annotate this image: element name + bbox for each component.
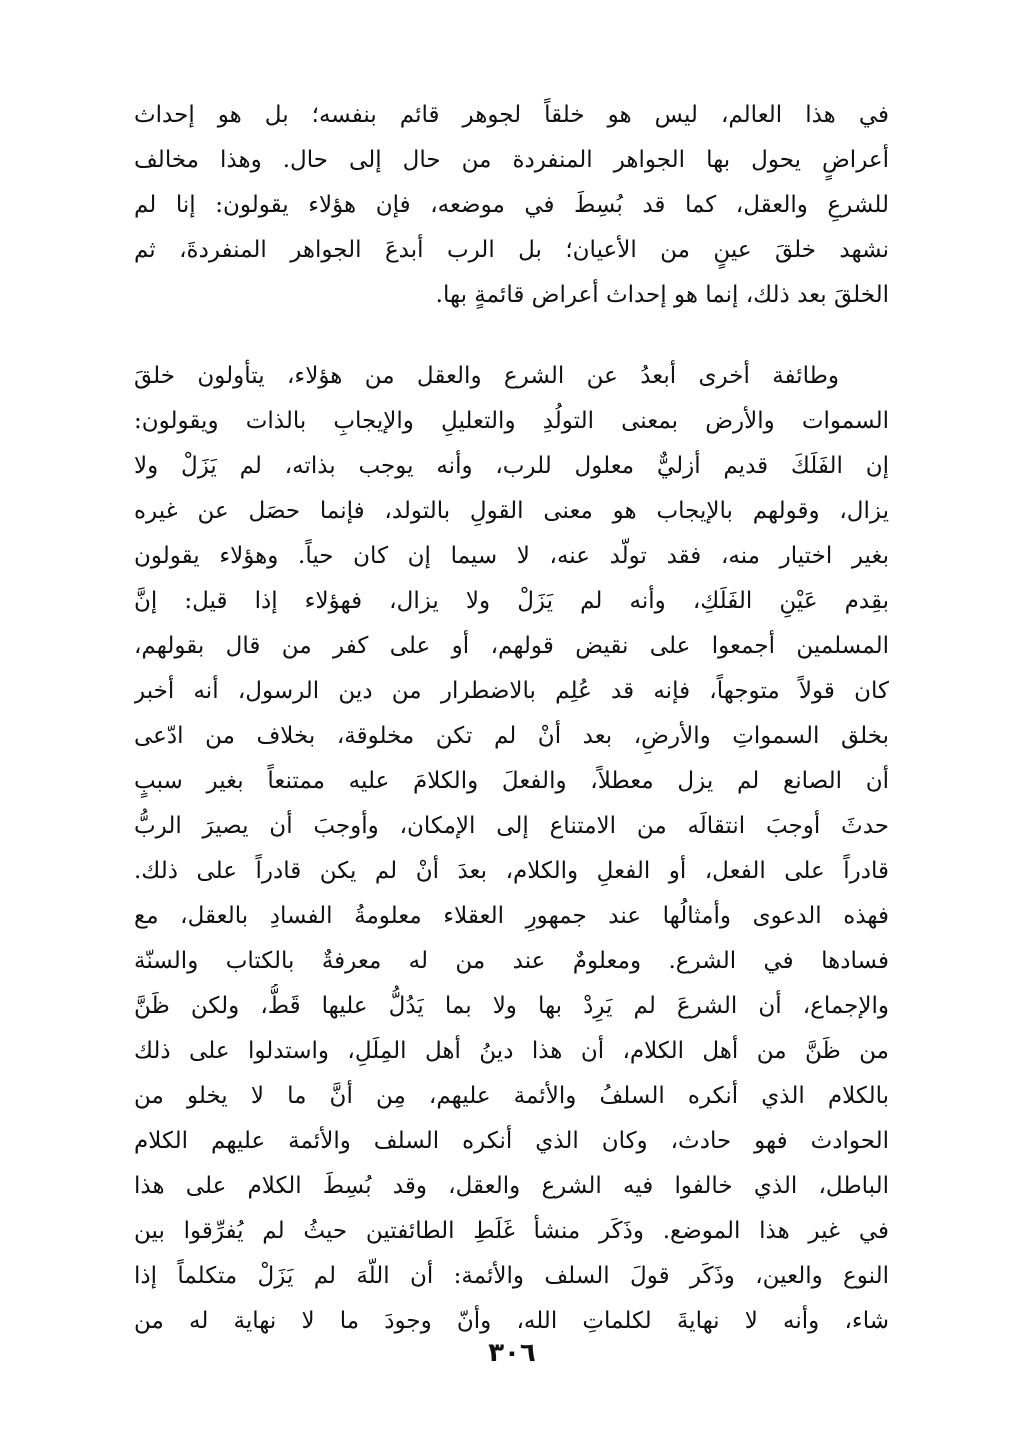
text-line: الباطل، الذي خالفوا فيه الشرع والعقل، وقد بُسِطَ الكلام على هذا bbox=[134, 1173, 889, 1199]
text-line: نشهد خلقَ عينٍ من الأعيان؛ بل الرب أبدعَ الجواهر المنفردةَ، ثم bbox=[134, 237, 889, 263]
paragraph-2 bbox=[134, 354, 889, 1344]
text-line: في هذا العالم، ليس هو خلقاً لجوهر قائم بنفسه؛ بل هو إحداث bbox=[134, 102, 889, 128]
text-line: يزال، وقولهم بالإيجاب هو معنى القولِ بالتولد، فإنما حصَل عن غيره bbox=[134, 498, 889, 524]
paragraph-1 bbox=[134, 93, 889, 318]
text-line: قادراً على الفعل، أو الفعلِ والكلام، بعدَ أنْ لم يكن قادراً على ذلك. bbox=[134, 858, 889, 884]
text-line: الخلقَ بعد ذلك، إنما هو إحداث أعراض قائمةٍ بها. bbox=[435, 282, 889, 308]
text-line: فهذه الدعوى وأمثالُها عند جمهورِ العقلاء معلومةُ الفسادِ بالعقل، مع bbox=[134, 903, 889, 929]
text-line: السموات والأرض بمعنى التولُدِ والتعليلِ والإيجابِ بالذات ويقولون: bbox=[134, 408, 889, 434]
text-line: بالكلام الذي أنكره السلفُ والأئمة عليهم، مِن أنَّ ما لا يخلو من bbox=[134, 1083, 889, 1109]
text-line: حدثَ أوجبَ انتقالَه من الامتناع إلى الإمكان، وأوجبَ أن يصيرَ الربُّ bbox=[134, 813, 889, 839]
text-line: بخلق السمواتِ والأرضِ، بعد أنْ لم تكن مخلوقة، بخلاف من ادّعى bbox=[134, 723, 889, 749]
text-line: وطائفة أخرى أبعدُ عن الشرع والعقل من هؤلاء، يتأولون خلقَ bbox=[134, 363, 839, 389]
text-line: كان قولاً متوجهاً، فإنه قد عُلِم بالاضطرار من دين الرسول، أنه أخبر bbox=[134, 678, 889, 704]
text-line: من ظَنَّ من أهل الكلام، أن هذا دينُ أهل المِلَلِ، واستدلوا على ذلك bbox=[134, 1038, 889, 1064]
text-line: المسلمين أجمعوا على نقيض قولهم، أو على كفر من قال بقولهم، bbox=[134, 633, 889, 659]
text-line: شاء، وأنه لا نهايةَ لكلماتِ الله، وأنّ وجودَ ما لا نهاية له من bbox=[134, 1308, 889, 1334]
text-line: أعراضٍ يحول بها الجواهر المنفردة من حال إلى حال. وهذا مخالف bbox=[134, 147, 889, 173]
text-line: والإجماع، أن الشرعَ لم يَرِدْ بها ولا بما يَدُلُّ عليها قَطُّ، ولكن ظَنَّ bbox=[134, 993, 889, 1019]
page-number: ٣٠٦ bbox=[488, 1338, 536, 1368]
text-line: أن الصانع لم يزل معطلاً، والفعلَ والكلامَ عليه ممتنعاً بغير سببٍ bbox=[134, 768, 889, 794]
text-line: الحوادث فهو حادث، وكان الذي أنكره السلف والأئمة عليهم الكلام bbox=[134, 1128, 889, 1154]
text-line: فسادها في الشرع. ومعلومٌ عند من له معرفةٌ بالكتاب والسنّة bbox=[134, 948, 889, 974]
text-line: إن الفَلَكَ قديم أزليٌّ معلول للرب، وأنه يوجب بذاته، لم يَزَلْ ولا bbox=[134, 453, 889, 479]
text-line: النوع والعين، وذَكَر قولَ السلف والأئمة: أن اللّهَ لم يَزَلْ متكلماً إذا bbox=[134, 1263, 889, 1289]
text-line: في غير هذا الموضع. وذَكَر منشأ غَلَطِ الطائفتين حيثُ لم يُفرِّقوا بين bbox=[134, 1218, 889, 1244]
text-line: بقِدم عَيْنِ الفَلَكِ، وأنه لم يَزَلْ ولا يزال، فهؤلاء إذا قيل: إنَّ bbox=[134, 588, 889, 614]
text-line: للشرعِ والعقل، كما قد بُسِطَ في موضعه، فإن هؤلاء يقولون: إنا لم bbox=[134, 192, 889, 218]
text-line: بغير اختيار منه، فقد تولّد عنه، لا سيما إن كان حياً. وهؤلاء يقولون bbox=[134, 543, 889, 569]
